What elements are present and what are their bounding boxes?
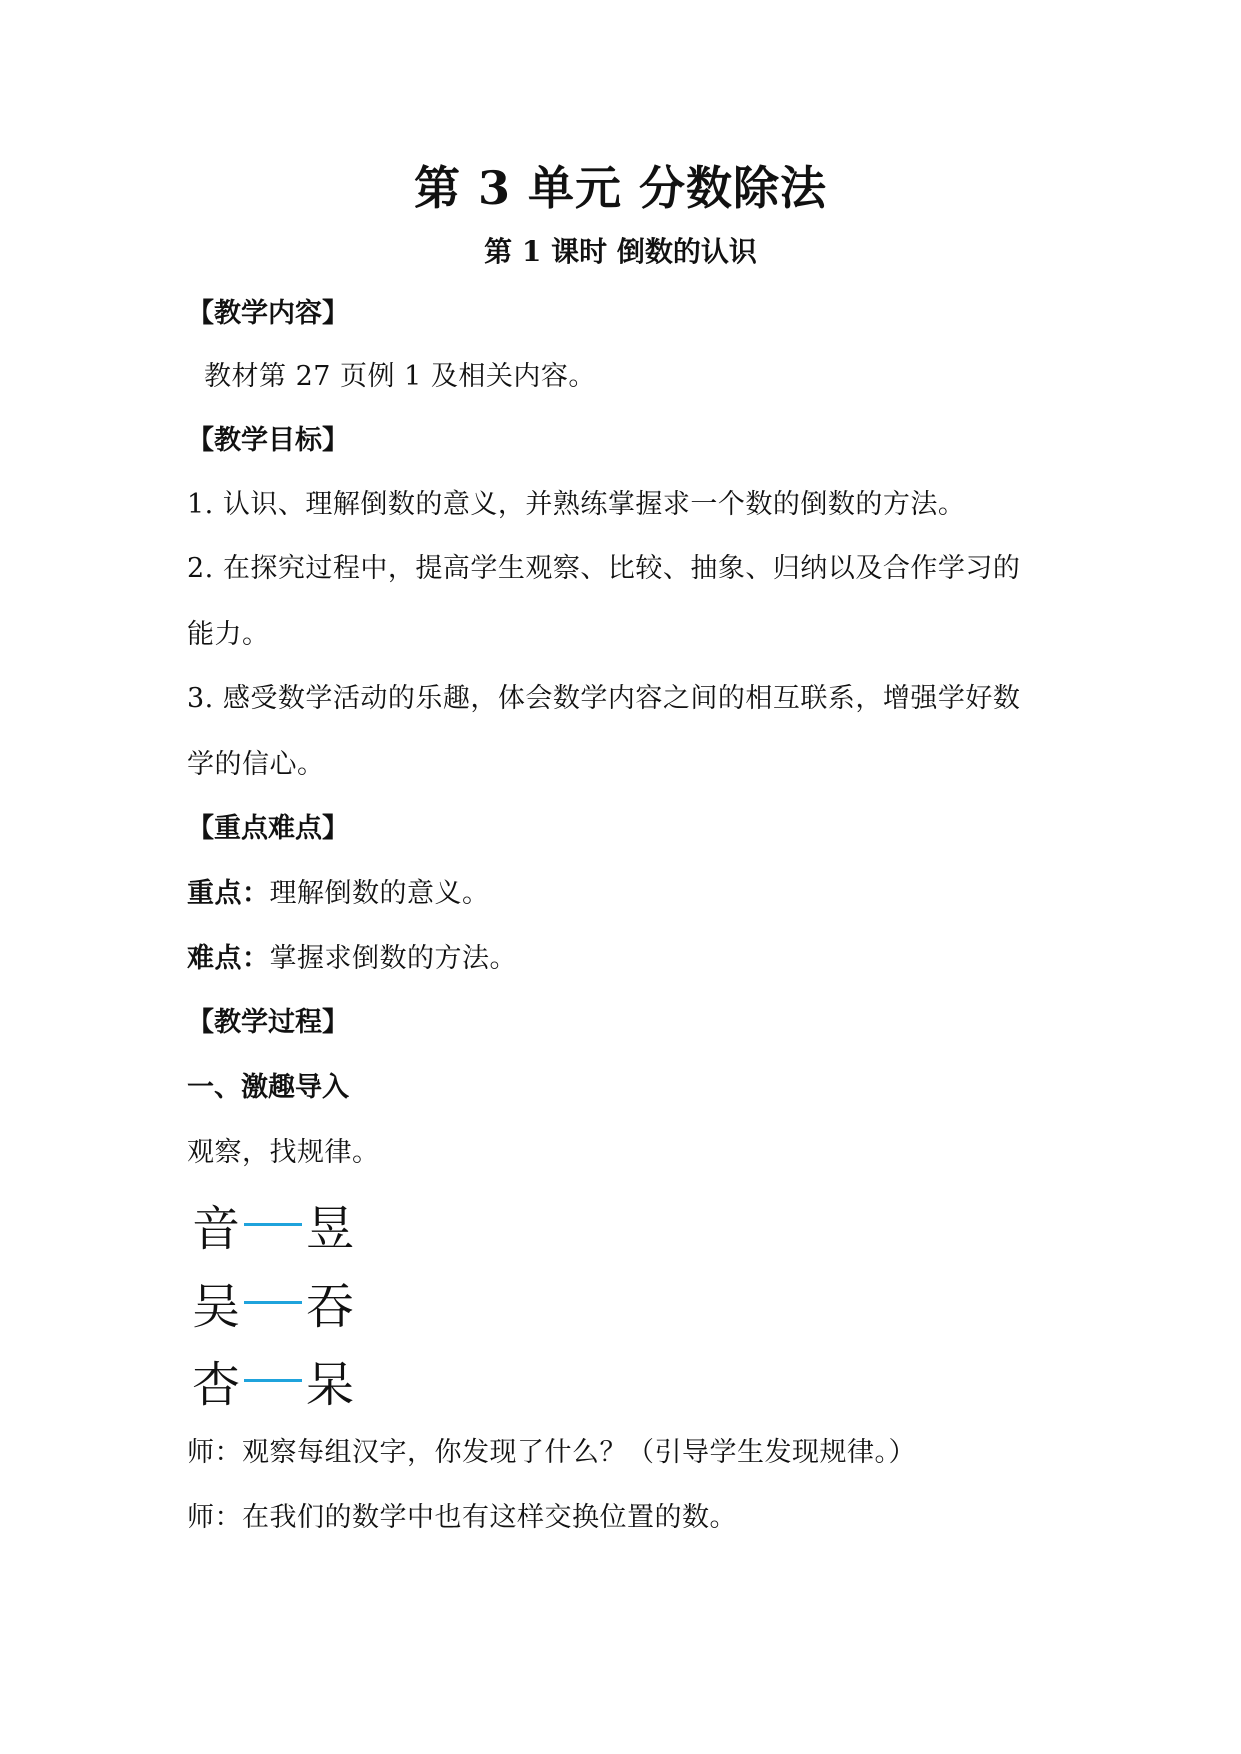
pair-2-left-char: 吴: [192, 1279, 241, 1335]
pair-3-dash: [244, 1379, 302, 1382]
pair-2-right-char: 吞: [306, 1279, 355, 1335]
difficulty-label: 难点：: [187, 943, 270, 974]
pair-1-left-char: 音: [192, 1201, 241, 1257]
process-heading: 【教学过程】: [187, 1007, 349, 1038]
goal-1: 1. 认识、理解倒数的意义，并熟练掌握求一个数的倒数的方法。: [187, 489, 966, 520]
step1-heading: 一、激趣导入: [187, 1072, 349, 1103]
goal-2-line-2: 能力。: [187, 619, 270, 650]
goals-heading: 【教学目标】: [187, 425, 349, 456]
goal-2-line-1: 2. 在探究过程中，提高学生观察、比较、抽象、归纳以及合作学习的: [187, 553, 1021, 584]
lesson-subtitle: 第 1 课时 倒数的认识: [484, 235, 757, 268]
pair-1-dash: [244, 1223, 302, 1226]
keypoints-heading: 【重点难点】: [187, 813, 349, 844]
pair-1-right-char: 昱: [306, 1201, 355, 1257]
char-pair-3: [192, 1346, 354, 1415]
content-text: 教材第 27 页例 1 及相关内容。: [204, 361, 596, 392]
goal-3-line-2: 学的信心。: [187, 749, 325, 780]
page-title: 第 3 单元 分数除法: [413, 161, 828, 215]
teacher-question-2: 师：在我们的数学中也有这样交换位置的数。: [187, 1502, 737, 1533]
char-pair-1: [192, 1190, 354, 1259]
difficulty-point: [187, 936, 517, 975]
char-pair-2: [192, 1268, 354, 1337]
observe-text: 观察，找规律。: [187, 1137, 380, 1168]
key-text: 理解倒数的意义。: [269, 878, 490, 909]
key-label: 重点：: [187, 878, 270, 909]
content-heading: 【教学内容】: [187, 298, 349, 329]
pair-3-right-char: 呆: [306, 1357, 355, 1413]
teacher-question-1: 师：观察每组汉字，你发现了什么？（引导学生发现规律。）: [187, 1437, 916, 1468]
pair-3-left-char: 杏: [192, 1357, 241, 1413]
goal-3-line-1: 3. 感受数学活动的乐趣，体会数学内容之间的相互联系，增强学好数: [187, 683, 1021, 714]
pair-2-dash: [244, 1301, 302, 1304]
key-point: [187, 871, 490, 910]
difficulty-text: 掌握求倒数的方法。: [269, 943, 517, 974]
